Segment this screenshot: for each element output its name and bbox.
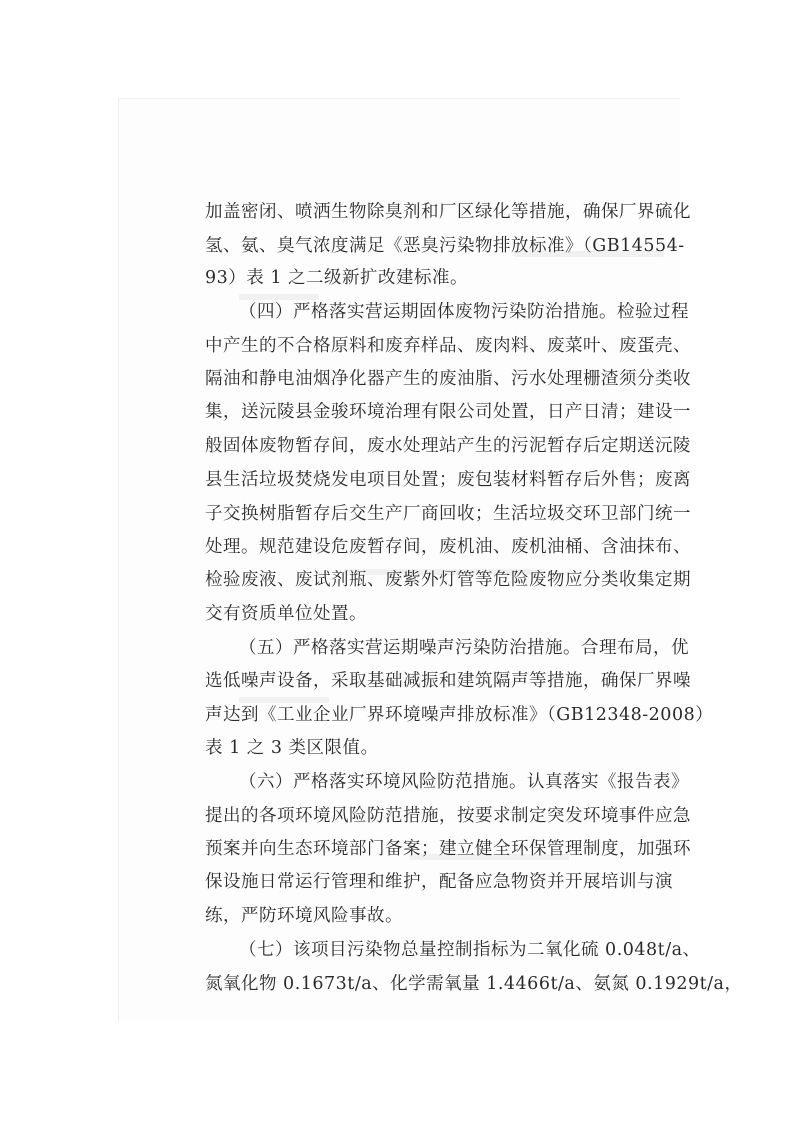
text-line: 保设施日常运行管理和维护，配备应急物资并开展培训与演 [205, 872, 673, 892]
text-line: （五）严格落实营运期噪声污染防治措施。合理布局，优 [239, 638, 689, 658]
text-line: 提出的各项环境风险防范措施，按要求制定突发环境事件应急 [205, 806, 691, 826]
text-line: （四）严格落实营运期固体废物污染防治措施。检验过程 [239, 302, 689, 322]
text-line: 氢、氨、臭气浓度满足《恶臭污染物排放标准》（GB14554- [205, 236, 685, 256]
text-line: 氮氧化物 0.1673t/a、化学需氧量 1.4466t/a、氨氮 0.1929t/a， [205, 974, 743, 994]
text-line: 声达到《工业企业厂界环境噪声排放标准》（GB12348-2008） [205, 705, 714, 725]
text-line: 预案并向生态环境部门备案；建立健全环保管理制度，加强环 [205, 839, 691, 859]
text-line: 检验废液、废试剂瓶、废紫外灯管等危险废物应分类收集定期 [205, 570, 691, 590]
text-line: 练，严防环境风险事故。 [205, 906, 403, 926]
text-line: （六）严格落实环境风险防范措施。认真落实《报告表》 [239, 772, 689, 792]
text-line: 集，送沅陵县金骏环境治理有限公司处置，日产日清；建设一 [205, 402, 691, 422]
text-line: 表 1 之 3 类区限值。 [205, 738, 379, 758]
bleed-through-mark [239, 697, 329, 703]
text-line: 交有资质单位处置。 [205, 604, 367, 624]
text-line: 般固体废物暂存间，废水处理站产生的污泥暂存后定期送沅陵 [205, 436, 691, 456]
text-line: （七）该项目污染物总量控制指标为二氧化硫 0.048t/a、 [239, 940, 701, 960]
text-line: 加盖密闭、喷洒生物除臭剂和厂区绿化等措施，确保厂界硫化 [205, 202, 691, 222]
text-line: 选低噪声设备，采取基础减振和建筑隔声等措施，确保厂界噪 [205, 671, 691, 691]
text-line: 中产生的不合格原料和废弃样品、废肉料、废菜叶、废蛋壳、 [205, 336, 691, 356]
text-line: 子交换树脂暂存后交生产厂商回收；生活垃圾交环卫部门统一 [205, 504, 691, 524]
text-line: 县生活垃圾焚烧发电项目处置；废包装材料暂存后外售；废离 [205, 470, 691, 490]
document-page [118, 98, 743, 1021]
text-line: 93）表 1 之二级新扩改建标准。 [205, 268, 469, 288]
bleed-through-mark [239, 294, 319, 300]
text-line: 处理。规范建设危废暂存间，废机油、废机油桶、含油抹布、 [205, 537, 691, 557]
text-line: 隔油和静电油烟净化器产生的废油脂、污水处理栅渣须分类收 [205, 369, 691, 389]
